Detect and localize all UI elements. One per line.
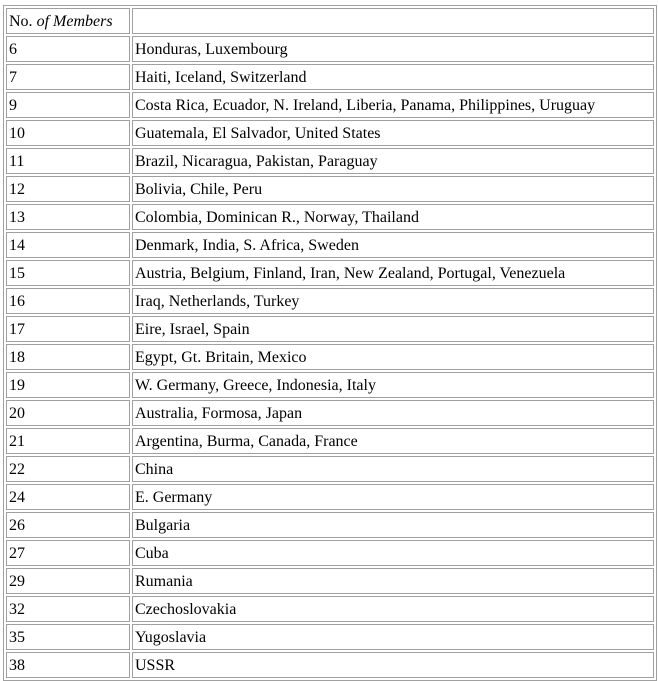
member-count-cell: 20	[6, 400, 130, 426]
countries-cell: E. Germany	[132, 484, 654, 510]
table-row	[6, 428, 654, 454]
member-count-cell: 12	[6, 176, 130, 202]
table-row	[6, 624, 654, 650]
table-row	[6, 204, 654, 230]
member-count-cell: 7	[6, 64, 130, 90]
table-row	[6, 512, 654, 538]
table-row	[6, 288, 654, 314]
countries-cell: Colombia, Dominican R., Norway, Thailand	[132, 204, 654, 230]
member-count-cell: 22	[6, 456, 130, 482]
member-count-cell: 29	[6, 568, 130, 594]
countries-cell: Cuba	[132, 540, 654, 566]
countries-cell: Eire, Israel, Spain	[132, 316, 654, 342]
countries-cell: Bolivia, Chile, Peru	[132, 176, 654, 202]
table-row	[6, 316, 654, 342]
countries-cell: Guatemala, El Salvador, United States	[132, 120, 654, 146]
table-row	[6, 232, 654, 258]
countries-cell: Haiti, Iceland, Switzerland	[132, 64, 654, 90]
members-table	[3, 5, 657, 681]
countries-cell: Brazil, Nicaragua, Pakistan, Paraguay	[132, 148, 654, 174]
table-row	[6, 36, 654, 62]
member-count-cell: 15	[6, 260, 130, 286]
table-row	[6, 176, 654, 202]
table-row	[6, 400, 654, 426]
member-count-cell: 24	[6, 484, 130, 510]
table-row	[6, 540, 654, 566]
member-count-cell: 32	[6, 596, 130, 622]
members-table-body	[6, 8, 654, 678]
countries-cell: USSR	[132, 652, 654, 678]
members-table-container	[3, 5, 657, 681]
table-row	[6, 372, 654, 398]
header-of-members-label: of Members	[36, 12, 113, 30]
member-count-cell: 19	[6, 372, 130, 398]
table-row	[6, 596, 654, 622]
table-row	[6, 568, 654, 594]
table-header-row	[6, 8, 654, 34]
countries-cell: Honduras, Luxembourg	[132, 36, 654, 62]
countries-cell: Costa Rica, Ecuador, N. Ireland, Liberia, Panama, Philippines, Uruguay	[132, 92, 654, 118]
member-count-cell: 18	[6, 344, 130, 370]
member-count-cell: 9	[6, 92, 130, 118]
table-row	[6, 92, 654, 118]
member-count-cell: 35	[6, 624, 130, 650]
member-count-cell: 26	[6, 512, 130, 538]
countries-cell: Yugoslavia	[132, 624, 654, 650]
member-count-cell: 10	[6, 120, 130, 146]
table-row	[6, 456, 654, 482]
table-row	[6, 64, 654, 90]
member-count-cell: 21	[6, 428, 130, 454]
member-count-cell: 16	[6, 288, 130, 314]
header-no-label: No.	[9, 12, 33, 30]
table-row	[6, 344, 654, 370]
member-count-cell: 11	[6, 148, 130, 174]
table-row	[6, 260, 654, 286]
countries-cell: Iraq, Netherlands, Turkey	[132, 288, 654, 314]
countries-cell: Rumania	[132, 568, 654, 594]
member-count-cell: 27	[6, 540, 130, 566]
header-countries	[132, 8, 654, 34]
member-count-cell: 13	[6, 204, 130, 230]
table-row	[6, 120, 654, 146]
table-row	[6, 484, 654, 510]
countries-cell: China	[132, 456, 654, 482]
member-count-cell: 17	[6, 316, 130, 342]
countries-cell: Egypt, Gt. Britain, Mexico	[132, 344, 654, 370]
countries-cell: Czechoslovakia	[132, 596, 654, 622]
countries-cell: Bulgaria	[132, 512, 654, 538]
countries-cell: Australia, Formosa, Japan	[132, 400, 654, 426]
member-count-cell: 14	[6, 232, 130, 258]
header-no-of-members	[6, 8, 130, 34]
countries-cell: W. Germany, Greece, Indonesia, Italy	[132, 372, 654, 398]
countries-cell: Austria, Belgium, Finland, Iran, New Zealand, Portugal, Venezuela	[132, 260, 654, 286]
member-count-cell: 38	[6, 652, 130, 678]
table-row	[6, 652, 654, 678]
countries-cell: Denmark, India, S. Africa, Sweden	[132, 232, 654, 258]
countries-cell: Argentina, Burma, Canada, France	[132, 428, 654, 454]
table-row	[6, 148, 654, 174]
member-count-cell: 6	[6, 36, 130, 62]
